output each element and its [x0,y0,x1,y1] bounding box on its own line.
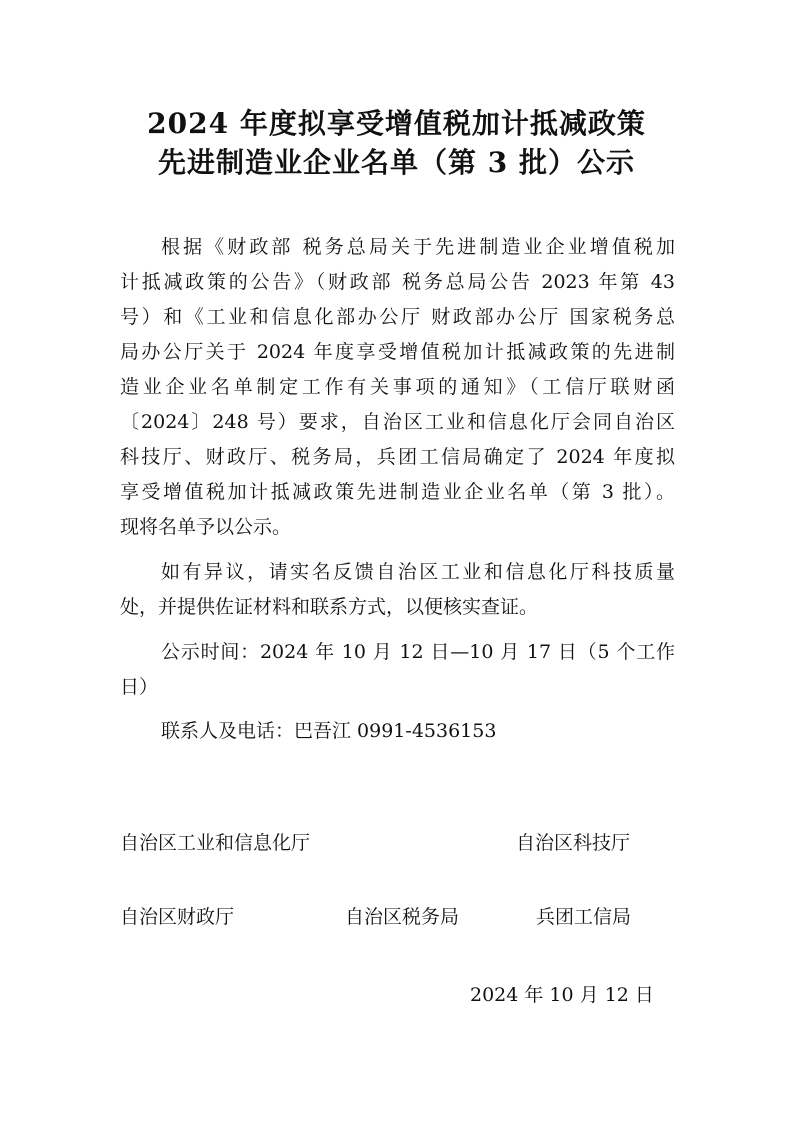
para1-line-5: 造业企业名单制定工作有关事项的通知》（工信厅联财函 [120,376,675,398]
document-title-line-1: 2024 年度拟享受增值税加计抵减政策 [147,107,646,140]
para1-line-4: 局办公厅关于 2024 年度享受增值税加计抵减政策的先进制 [120,341,675,363]
document-title-line-2: 先进制造业企业名单（第 3 批）公示 [158,146,635,179]
signature-org-science: 自治区科技厅 [516,832,631,854]
para1-line-6: 〔2024〕248 号）要求，自治区工业和信息化厅会同自治区 [120,411,675,433]
para1-line-7: 科技厅、财政厅、税务局，兵团工信局确定了 2024 年度拟 [120,446,675,468]
para2-line-1: 如有异议，请实名反馈自治区工业和信息化厅科技质量 [161,561,675,583]
signature-date: 2024 年 10 月 12 日 [470,984,654,1006]
para1-line-8: 享受增值税加计抵减政策先进制造业企业名单（第 3 批）。 [120,481,675,503]
contact-line: 联系人及电话：巴吾江 0991-4536153 [161,720,497,742]
para1-line-3: 号）和《工业和信息化部办公厅 财政部办公厅 国家税务总 [120,306,675,328]
signature-org-tax: 自治区税务局 [345,906,460,928]
para1-line-1: 根据《财政部 税务总局关于先进制造业企业增值税加 [161,236,675,258]
para3-line-2: 日） [120,676,159,698]
para1-line-9: 现将名单予以公示。 [120,516,292,538]
signature-org-industry: 自治区工业和信息化厅 [120,832,311,854]
signature-org-finance: 自治区财政厅 [120,906,235,928]
para3-line-1: 公示时间：2024 年 10 月 12 日—10 月 17 日（5 个工作 [161,641,675,663]
signature-org-corps: 兵团工信局 [536,906,632,928]
para1-line-2: 计抵减政策的公告》（财政部 税务总局公告 2023 年第 43 [120,271,675,293]
para2-line-2: 处，并提供佐证材料和联系方式，以便核实查证。 [120,596,539,618]
